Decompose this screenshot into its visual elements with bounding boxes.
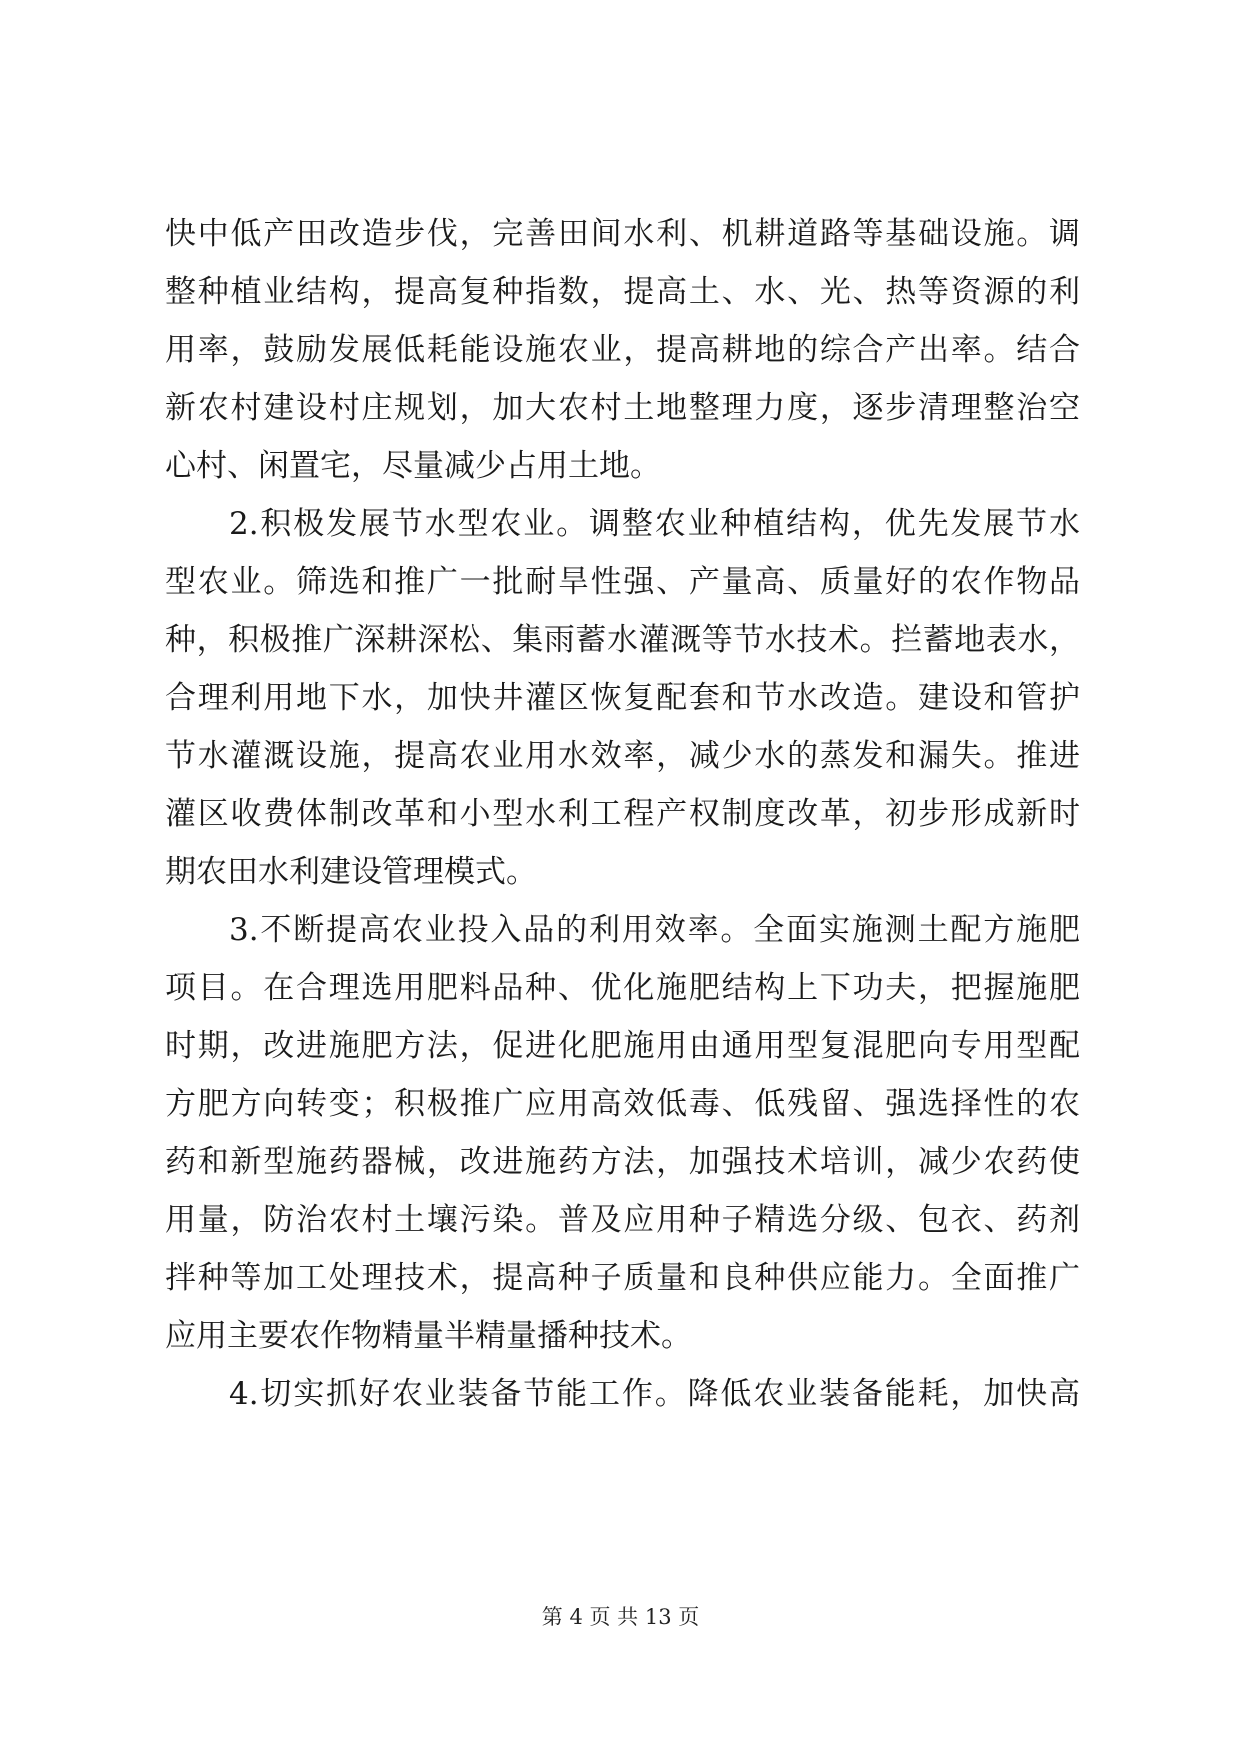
paragraph-3 xyxy=(165,901,1080,1365)
text-line: 应用主要农作物精量半精量播种技术。 xyxy=(165,1318,692,1354)
text-line: 2.积极发展节水型农业。调整农业种植结构，优先发展节水 xyxy=(229,506,1080,542)
text-line: 方肥方向转变；积极推广应用高效低毒、低残留、强选择性的农 xyxy=(165,1086,1080,1122)
paragraph-2 xyxy=(165,495,1080,901)
text-line: 心村、闲置宅，尽量减少占用土地。 xyxy=(165,448,661,484)
text-line: 期农田水利建设管理模式。 xyxy=(165,854,537,890)
text-line: 拌种等加工处理技术，提高种子质量和良种供应能力。全面推广 xyxy=(165,1260,1080,1296)
text-line: 新农村建设村庄规划，加大农村土地整理力度，逐步清理整治空 xyxy=(165,390,1080,426)
text-line: 时期，改进施肥方法，促进化肥施用由通用型复混肥向专用型配 xyxy=(165,1028,1080,1064)
text-line: 快中低产田改造步伐，完善田间水利、机耕道路等基础设施。调 xyxy=(165,216,1080,252)
text-line: 3.不断提高农业投入品的利用效率。全面实施测土配方施肥 xyxy=(229,912,1080,948)
text-line: 型农业。筛选和推广一批耐旱性强、产量高、质量好的农作物品 xyxy=(165,564,1080,600)
body-text xyxy=(165,205,1080,1423)
text-line: 节水灌溉设施，提高农业用水效率，减少水的蒸发和漏失。推进 xyxy=(165,738,1080,774)
text-line: 4.切实抓好农业装备节能工作。降低农业装备能耗，加快高 xyxy=(229,1376,1080,1412)
text-line: 项目。在合理选用肥料品种、优化施肥结构上下功夫，把握施肥 xyxy=(165,970,1080,1006)
text-line: 合理利用地下水，加快井灌区恢复配套和节水改造。建设和管护 xyxy=(165,680,1080,716)
text-line: 用率，鼓励发展低耗能设施农业，提高耕地的综合产出率。结合 xyxy=(165,332,1080,368)
page-number-footer: 第 4 页 共 13 页 xyxy=(541,1605,700,1629)
text-line: 种，积极推广深耕深松、集雨蓄水灌溉等节水技术。拦蓄地表水， xyxy=(165,622,1080,658)
paragraph-4 xyxy=(165,1365,1080,1423)
text-line: 用量，防治农村土壤污染。普及应用种子精选分级、包衣、药剂 xyxy=(165,1202,1080,1238)
paragraph-1 xyxy=(165,205,1080,495)
text-line: 药和新型施药器械，改进施药方法，加强技术培训，减少农药使 xyxy=(165,1144,1080,1180)
text-line: 灌区收费体制改革和小型水利工程产权制度改革，初步形成新时 xyxy=(165,796,1080,832)
text-line: 整种植业结构，提高复种指数，提高土、水、光、热等资源的利 xyxy=(165,274,1080,310)
